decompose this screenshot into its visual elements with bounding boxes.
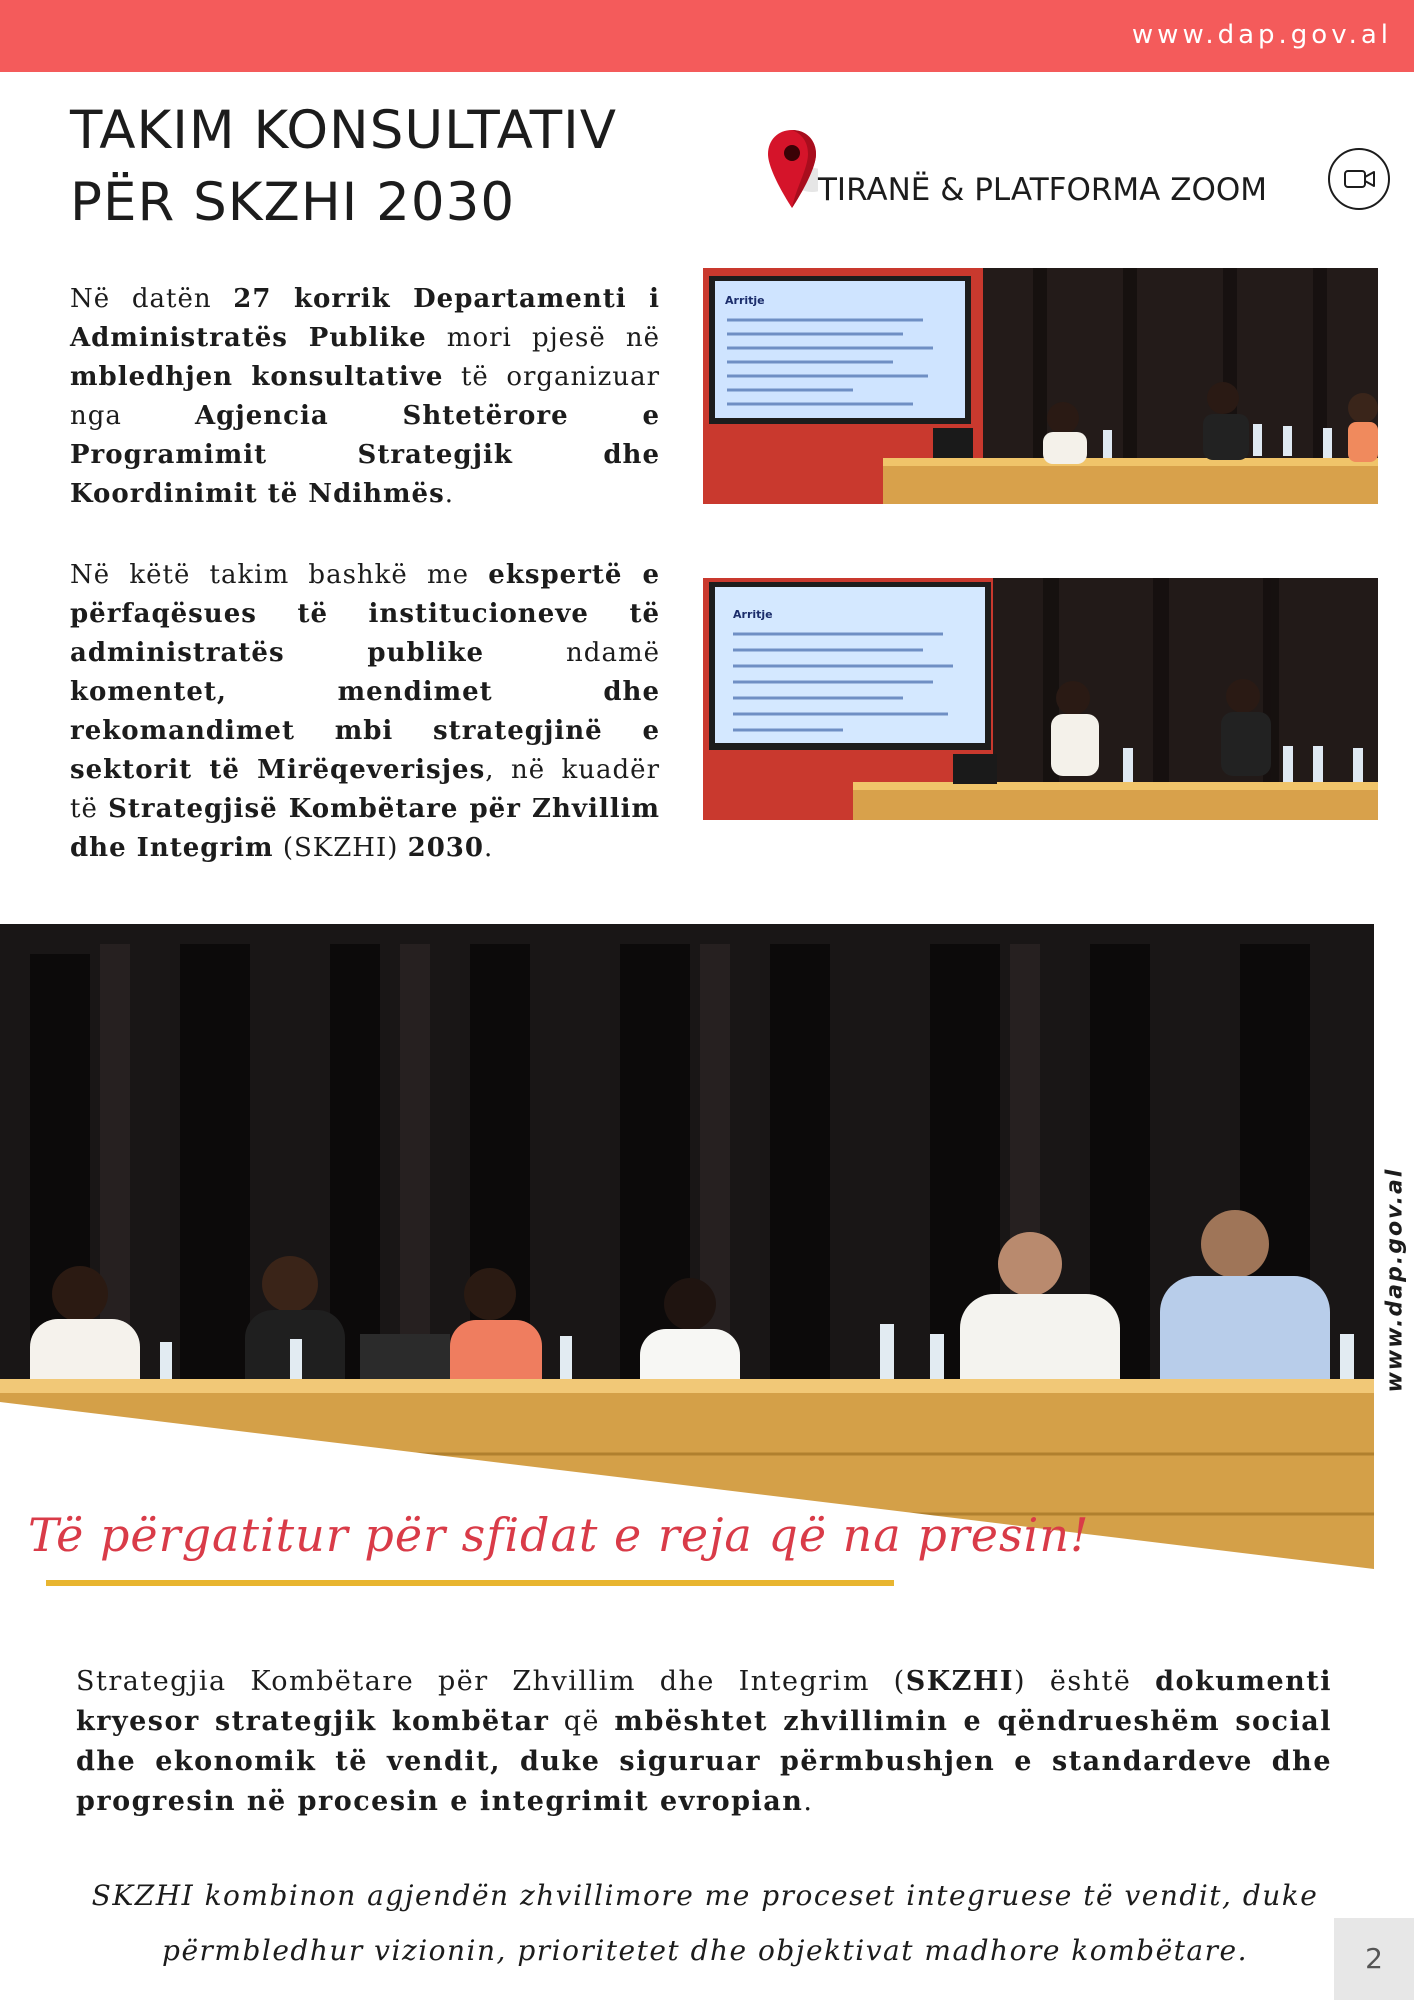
meeting-photo-1 [703, 268, 1378, 504]
slogan-underline [46, 1580, 894, 1586]
page-title [70, 95, 690, 239]
intro-paragraph: Në datën 27 korrik Departamenti i Administratës Publike mori pjesë në mbledhjen konsultative të organizuar nga Agjencia Shtetërore e Programimit Strategjik dhe Koordinimit të Ndihmës. [70, 284, 661, 509]
skzhi-quote: SKZHI kombinon agjendën zhvillimore me proceset integruese të vendit, duke përmbledhur vizionin, prioritetet dhe objektivat madhore kombëtare. [91, 1879, 1319, 1967]
side-url[interactable]: www.dap.gov.al [1382, 1167, 1408, 1393]
header-bar [0, 0, 1414, 72]
meeting-photo-2 [703, 578, 1378, 820]
title-line-2: PËR SKZHI 2030 [70, 172, 516, 233]
location-text: TIRANË & PLATFORMA ZOOM [818, 172, 1268, 208]
slide-title-2: Arritje [733, 608, 773, 621]
panel-photo [0, 924, 1374, 1569]
skzhi-paragraph: Strategjia Kombëtare për Zhvillim dhe Integrim (SKZHI) është dokumenti kryesor strategjik kombëtar që mbështet zhvillimin e qëndrueshëm social dhe ekonomik të vendit, duke siguruar përmbushjen e standardeve dhe progresin në procesin e integrimit evropian. [76, 1666, 1332, 1817]
header-url[interactable]: www.dap.gov.al [1131, 20, 1392, 50]
video-camera-icon [1328, 148, 1390, 210]
map-pin-icon [766, 128, 818, 210]
title-line-1: TAKIM KONSULTATIV [70, 100, 618, 161]
slide-title: Arritje [725, 294, 765, 307]
slogan-caption: Të përgatitur për sfidat e reja që na presin! [28, 1508, 1090, 1562]
page-number: 2 [1365, 1942, 1383, 1975]
page-number-box [1334, 1918, 1414, 2000]
meeting-paragraph: Në këtë takim bashkë me ekspertë e përfaqësues të institucioneve të administratës publike ndamë komentet, mendimet dhe rekomandimet mbi strategjinë e sektorit të Mirëqeverisjes, në kuadër të Strategjisë Kombëtare për Zhvillim dhe Integrim (SKZHI) 2030. [70, 560, 660, 863]
